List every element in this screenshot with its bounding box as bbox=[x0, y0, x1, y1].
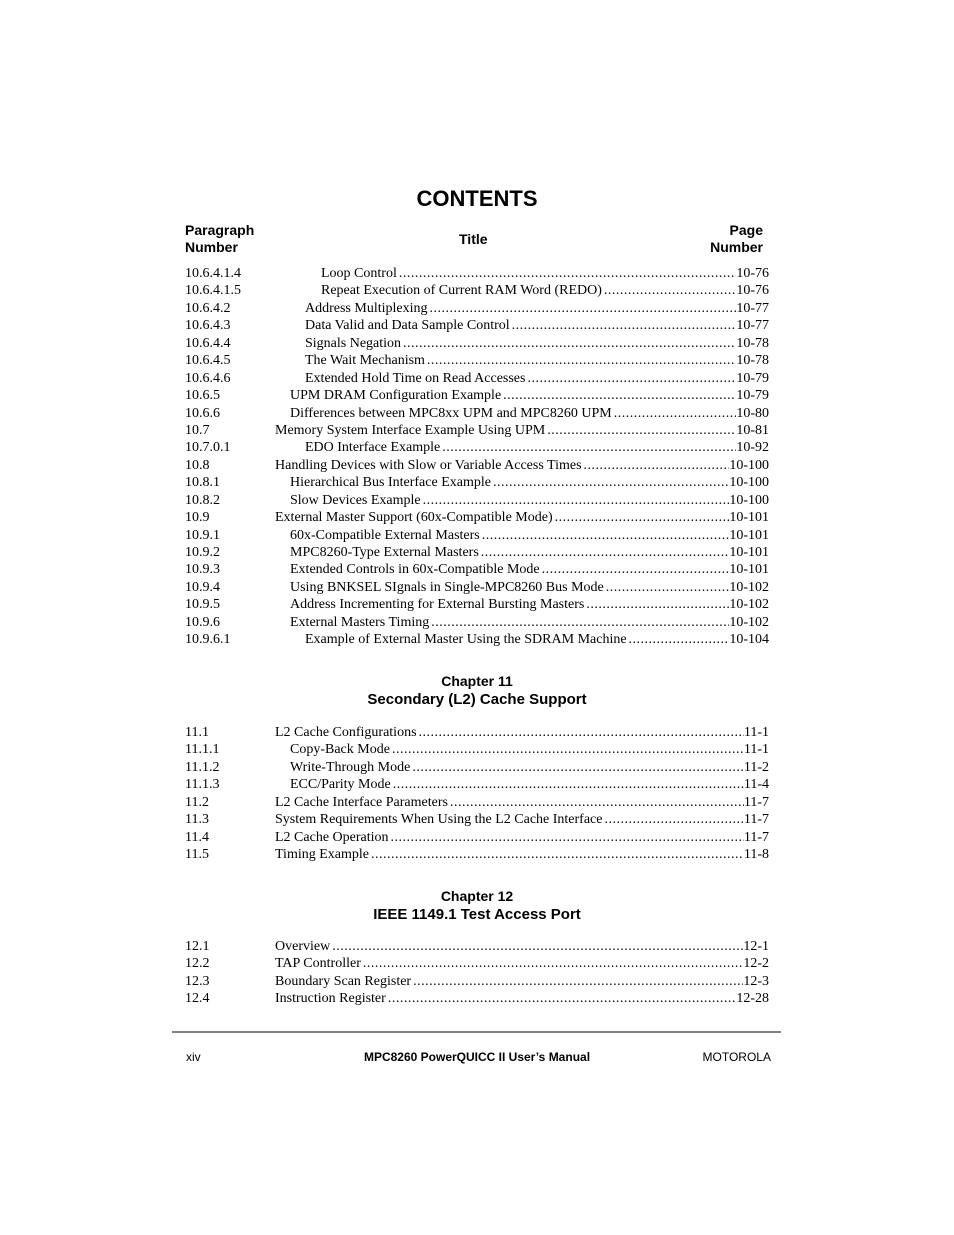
toc-entry[interactable] bbox=[185, 457, 769, 474]
toc-entry[interactable] bbox=[185, 527, 769, 544]
toc-entry-number: 10.7.0.1 bbox=[185, 440, 231, 456]
toc-entry-page: 11-8 bbox=[743, 847, 769, 863]
toc-entry[interactable] bbox=[185, 370, 769, 387]
toc-entry-page: 11-7 bbox=[743, 794, 769, 810]
toc-dot-leader bbox=[542, 561, 730, 578]
toc-entry-line bbox=[275, 990, 769, 1007]
toc-entry-title: Write-Through Mode bbox=[290, 759, 411, 775]
toc-entry-title: UPM DRAM Configuration Example bbox=[290, 388, 502, 404]
toc-entry-number: 10.6.5 bbox=[185, 388, 220, 404]
toc-entry-title: Loop Control bbox=[321, 266, 397, 281]
toc-dot-leader bbox=[391, 829, 744, 846]
toc-dot-leader bbox=[403, 335, 736, 352]
toc-dot-leader bbox=[388, 990, 737, 1007]
toc-entry-page: 10-101 bbox=[729, 562, 769, 578]
toc-entry[interactable] bbox=[185, 938, 769, 955]
toc-entry-title: System Requirements When Using the L2 Cache Interface bbox=[275, 812, 603, 828]
toc-entry-number: 11.1.2 bbox=[185, 759, 220, 775]
toc-entry-title: Handling Devices with Slow or Variable Access Times bbox=[275, 457, 582, 473]
toc-entry-number: 10.9 bbox=[185, 510, 210, 526]
toc-entry-number: 10.6.4.5 bbox=[185, 353, 231, 369]
toc-entry[interactable] bbox=[185, 829, 769, 846]
toc-entry[interactable] bbox=[185, 631, 769, 648]
toc-entry[interactable] bbox=[185, 265, 769, 282]
toc-entry-line bbox=[321, 282, 769, 299]
toc-dot-leader bbox=[413, 973, 743, 990]
toc-entry-line bbox=[290, 776, 769, 793]
toc-entry-line bbox=[275, 938, 769, 955]
toc-entry-number: 10.8.1 bbox=[185, 475, 220, 491]
toc-entry-line bbox=[305, 439, 769, 456]
toc-entry-line bbox=[305, 317, 769, 334]
toc-dot-leader bbox=[431, 614, 729, 631]
toc-entry-title: L2 Cache Configurations bbox=[275, 725, 417, 740]
toc-entry[interactable] bbox=[185, 335, 769, 352]
toc-entry-page: 10-78 bbox=[736, 353, 769, 369]
toc-dot-leader bbox=[392, 741, 744, 758]
toc-entry-page: 10-102 bbox=[729, 614, 769, 630]
toc-entry[interactable] bbox=[185, 492, 769, 509]
toc-entry-page: 10-79 bbox=[736, 370, 769, 386]
toc-entry-title: Repeat Execution of Current RAM Word (REDO) bbox=[321, 283, 602, 299]
toc-dot-leader bbox=[399, 265, 736, 282]
toc-entry-line bbox=[290, 474, 769, 491]
toc-entry-title: 60x-Compatible External Masters bbox=[290, 527, 480, 543]
toc-entry[interactable] bbox=[185, 846, 769, 863]
toc-entry-page: 11-7 bbox=[743, 829, 769, 845]
toc-entry-page: 10-101 bbox=[729, 527, 769, 543]
toc-entry-title: External Master Support (60x-Compatible Mode) bbox=[275, 510, 553, 526]
toc-entry-line bbox=[305, 370, 769, 387]
toc-entry[interactable] bbox=[185, 282, 769, 299]
toc-entry-line bbox=[290, 741, 769, 758]
toc-entry[interactable] bbox=[185, 759, 769, 776]
toc-entry-line bbox=[290, 561, 769, 578]
toc-dot-leader bbox=[604, 282, 736, 299]
toc-entry-title: Timing Example bbox=[275, 847, 369, 863]
toc-section-chapter-11 bbox=[185, 724, 769, 864]
toc-dot-leader bbox=[393, 776, 744, 793]
toc-entry-line bbox=[290, 387, 769, 404]
toc-entry-number: 12.1 bbox=[185, 939, 210, 954]
toc-entry-line bbox=[305, 352, 769, 369]
toc-entry-line bbox=[290, 759, 769, 776]
chapter-12-heading bbox=[0, 887, 954, 924]
toc-entry-title: The Wait Mechanism bbox=[305, 353, 425, 369]
chapter-title: IEEE 1149.1 Test Access Port bbox=[373, 906, 581, 923]
toc-entry-line bbox=[290, 614, 769, 631]
toc-entry-page: 10-79 bbox=[736, 388, 769, 404]
toc-dot-leader bbox=[332, 938, 743, 955]
toc-dot-leader bbox=[481, 544, 730, 561]
toc-entry-page: 10-77 bbox=[736, 300, 769, 316]
toc-entry-number: 10.8.2 bbox=[185, 492, 220, 508]
chapter-11-heading bbox=[0, 672, 954, 709]
chapter-title: Secondary (L2) Cache Support bbox=[367, 691, 587, 708]
toc-dot-leader bbox=[442, 439, 736, 456]
toc-dot-leader bbox=[547, 422, 736, 439]
toc-entry[interactable] bbox=[185, 776, 769, 793]
toc-entry-page: 11-7 bbox=[743, 812, 769, 828]
toc-entry-line bbox=[290, 544, 769, 561]
toc-entry-line bbox=[275, 955, 769, 972]
toc-entry-number: 10.9.5 bbox=[185, 597, 220, 613]
column-header-page-line1: Page bbox=[729, 222, 763, 238]
toc-entry-title: L2 Cache Interface Parameters bbox=[275, 794, 448, 810]
toc-entry-title: Example of External Master Using the SDRAM Machine bbox=[305, 632, 627, 648]
toc-entry[interactable] bbox=[185, 474, 769, 491]
toc-entry-page: 12-3 bbox=[743, 973, 769, 989]
toc-entry-number: 10.6.4.4 bbox=[185, 335, 231, 351]
toc-entry[interactable] bbox=[185, 300, 769, 317]
toc-entry-line bbox=[290, 492, 769, 509]
toc-dot-leader bbox=[482, 527, 730, 544]
column-header-paragraph-number bbox=[185, 222, 254, 256]
toc-dot-leader bbox=[371, 846, 744, 863]
toc-entry-title: Slow Devices Example bbox=[290, 492, 421, 508]
toc-entry-line bbox=[275, 509, 769, 526]
toc-entry-page: 10-100 bbox=[729, 457, 769, 473]
toc-dot-leader bbox=[430, 300, 737, 317]
toc-entry-line bbox=[275, 846, 769, 863]
toc-entry-line bbox=[290, 527, 769, 544]
toc-dot-leader bbox=[629, 631, 730, 648]
toc-entry-number: 10.6.4.6 bbox=[185, 370, 231, 386]
toc-entry-page: 10-77 bbox=[736, 318, 769, 334]
toc-entry-page: 12-1 bbox=[743, 939, 769, 954]
toc-entry-line bbox=[275, 794, 769, 811]
toc-entry-title: Address Multiplexing bbox=[305, 300, 428, 316]
column-header-paragraph-line2: Number bbox=[185, 239, 238, 255]
toc-entry-title: Hierarchical Bus Interface Example bbox=[290, 475, 491, 491]
toc-entry-number: 12.4 bbox=[185, 991, 210, 1007]
toc-dot-leader bbox=[527, 370, 736, 387]
toc-entry[interactable] bbox=[185, 317, 769, 334]
toc-dot-leader bbox=[419, 724, 744, 741]
toc-entry-title: Boundary Scan Register bbox=[275, 973, 412, 989]
toc-entry-number: 10.8 bbox=[185, 457, 210, 473]
toc-dot-leader bbox=[512, 317, 737, 334]
toc-dot-leader bbox=[450, 794, 744, 811]
toc-entry-number: 12.3 bbox=[185, 973, 210, 989]
toc-entry[interactable] bbox=[185, 596, 769, 613]
toc-entry[interactable] bbox=[185, 579, 769, 596]
toc-entry[interactable] bbox=[185, 439, 769, 456]
toc-entry-page: 11-4 bbox=[743, 777, 769, 793]
toc-entry[interactable] bbox=[185, 352, 769, 369]
toc-entry-line bbox=[305, 335, 769, 352]
toc-entry-number: 10.6.4.3 bbox=[185, 318, 231, 334]
toc-entry-title: L2 Cache Operation bbox=[275, 829, 389, 845]
toc-entry-page: 10-76 bbox=[736, 283, 769, 299]
toc-entry-line bbox=[275, 724, 769, 741]
toc-entry-title: Address Incrementing for External Bursting Masters bbox=[290, 597, 585, 613]
toc-dot-leader bbox=[586, 596, 729, 613]
toc-entry-number: 10.6.4.2 bbox=[185, 300, 231, 316]
chapter-label: Chapter 11 bbox=[441, 673, 513, 689]
toc-dot-leader bbox=[614, 405, 737, 422]
toc-entry-number: 10.6.4.1.4 bbox=[185, 266, 241, 281]
page-title: CONTENTS bbox=[416, 186, 538, 211]
toc-entry-line bbox=[275, 829, 769, 846]
toc-entry-line bbox=[275, 457, 769, 474]
toc-dot-leader bbox=[606, 579, 730, 596]
toc-entry-page: 10-102 bbox=[729, 579, 769, 595]
toc-entry-number: 11.1.1 bbox=[185, 742, 220, 758]
toc-entry-title: Signals Negation bbox=[305, 335, 402, 351]
toc-entry-number: 10.9.6.1 bbox=[185, 632, 231, 648]
toc-entry[interactable] bbox=[185, 794, 769, 811]
toc-entry-number: 11.5 bbox=[185, 847, 209, 863]
toc-entry-title: Differences between MPC8xx UPM and MPC8260 UPM bbox=[290, 405, 612, 421]
toc-entry-number: 11.4 bbox=[185, 829, 209, 845]
column-header-paragraph-line1: Paragraph bbox=[185, 222, 255, 238]
toc-entry-number: 11.3 bbox=[185, 812, 209, 828]
toc-entry-line bbox=[305, 631, 769, 648]
toc-entry[interactable] bbox=[185, 509, 769, 526]
toc-entry-title: Memory System Interface Example Using UPM bbox=[275, 422, 546, 438]
toc-entry[interactable] bbox=[185, 724, 769, 741]
column-header-page-line2: Number bbox=[710, 239, 763, 255]
toc-entry-page: 12-28 bbox=[736, 991, 769, 1007]
toc-entry-title: Extended Hold Time on Read Accesses bbox=[305, 370, 526, 386]
toc-entry-line bbox=[275, 422, 769, 439]
toc-entry[interactable] bbox=[185, 405, 769, 422]
toc-entry-title: ECC/Parity Mode bbox=[290, 777, 391, 793]
toc-entry-line bbox=[321, 265, 769, 282]
toc-entry-line bbox=[275, 973, 769, 990]
footer-manual-title: MPC8260 PowerQUICC II User’s Manual bbox=[363, 1050, 591, 1064]
toc-entry-number: 11.1 bbox=[185, 725, 209, 740]
toc-dot-leader bbox=[363, 955, 743, 972]
toc-entry-page: 10-78 bbox=[736, 335, 769, 351]
toc-entry-number: 10.7 bbox=[185, 422, 210, 438]
toc-entry-page: 10-100 bbox=[729, 475, 769, 491]
chapter-label: Chapter 12 bbox=[440, 888, 514, 904]
toc-dot-leader bbox=[555, 509, 730, 526]
toc-entry-number: 10.6.6 bbox=[185, 405, 220, 421]
toc-entry-title: EDO Interface Example bbox=[305, 440, 441, 456]
toc-entry-page: 12-2 bbox=[743, 956, 769, 972]
toc-entry-title: TAP Controller bbox=[275, 956, 361, 972]
column-header-title: Title bbox=[459, 231, 488, 247]
toc-entry-page: 10-92 bbox=[736, 440, 769, 456]
toc-entry-number: 12.2 bbox=[185, 956, 210, 972]
column-header-page-number bbox=[710, 222, 763, 256]
toc-entry-title: Instruction Register bbox=[275, 991, 386, 1007]
toc-entry-line bbox=[290, 579, 769, 596]
toc-entry[interactable] bbox=[185, 387, 769, 404]
toc-entry-title: Overview bbox=[275, 939, 331, 954]
toc-entry-page: 10-102 bbox=[729, 597, 769, 613]
footer-rule bbox=[172, 1031, 781, 1033]
toc-entry[interactable] bbox=[185, 544, 769, 561]
toc-dot-leader bbox=[427, 352, 736, 369]
toc-section-chapter-10 bbox=[185, 265, 769, 649]
toc-entry[interactable] bbox=[185, 422, 769, 439]
toc-entry[interactable] bbox=[185, 955, 769, 972]
toc-dot-leader bbox=[423, 492, 730, 509]
toc-entry-number: 10.9.2 bbox=[185, 545, 220, 560]
toc-entry-title: External Masters Timing bbox=[290, 614, 430, 630]
toc-entry[interactable] bbox=[185, 741, 769, 758]
toc-entry-number: 10.9.1 bbox=[185, 527, 220, 543]
toc-entry-title: Data Valid and Data Sample Control bbox=[305, 318, 510, 334]
toc-entry-title: Extended Controls in 60x-Compatible Mode bbox=[290, 562, 540, 578]
toc-entry-number: 10.9.3 bbox=[185, 562, 220, 578]
toc-dot-leader bbox=[584, 457, 730, 474]
toc-entry-number: 10.9.6 bbox=[185, 614, 220, 630]
toc-entry-number: 10.6.4.1.5 bbox=[185, 283, 241, 299]
toc-entry-title: MPC8260-Type External Masters bbox=[290, 545, 479, 560]
toc-entry-page: 10-104 bbox=[729, 632, 769, 648]
toc-entry[interactable] bbox=[185, 561, 769, 578]
toc-entry[interactable] bbox=[185, 990, 769, 1007]
toc-entry-line bbox=[275, 811, 769, 828]
toc-entry-page: 10-80 bbox=[736, 405, 769, 421]
toc-entry-number: 10.9.4 bbox=[185, 579, 220, 595]
toc-entry-line bbox=[305, 300, 769, 317]
footer-publisher: MOTOROLA bbox=[702, 1050, 771, 1064]
toc-entry-page: 11-2 bbox=[743, 759, 769, 775]
toc-entry-number: 11.2 bbox=[185, 794, 209, 810]
toc-entry-page: 11-1 bbox=[743, 742, 769, 758]
toc-entry-title: Using BNKSEL SIgnals in Single-MPC8260 Bus Mode bbox=[290, 579, 604, 595]
toc-entry-page: 10-101 bbox=[729, 510, 769, 526]
toc-dot-leader bbox=[503, 387, 736, 404]
toc-entry-page: 10-81 bbox=[736, 422, 769, 438]
toc-entry-page: 10-101 bbox=[729, 545, 769, 560]
toc-dot-leader bbox=[412, 759, 743, 776]
toc-entry-page: 11-1 bbox=[743, 725, 769, 740]
toc-entry[interactable] bbox=[185, 973, 769, 990]
toc-entry-number: 11.1.3 bbox=[185, 777, 220, 793]
toc-entry[interactable] bbox=[185, 614, 769, 631]
toc-entry[interactable] bbox=[185, 811, 769, 828]
toc-entry-title: Copy-Back Mode bbox=[290, 742, 390, 758]
toc-dot-leader bbox=[493, 474, 729, 491]
toc-entry-line bbox=[290, 596, 769, 613]
footer-page-number: xiv bbox=[186, 1050, 201, 1064]
toc-section-chapter-12 bbox=[185, 938, 769, 1008]
toc-entry-page: 10-100 bbox=[729, 492, 769, 508]
toc-entry-line bbox=[290, 405, 769, 422]
toc-entry-page: 10-76 bbox=[736, 266, 769, 281]
toc-dot-leader bbox=[604, 811, 743, 828]
